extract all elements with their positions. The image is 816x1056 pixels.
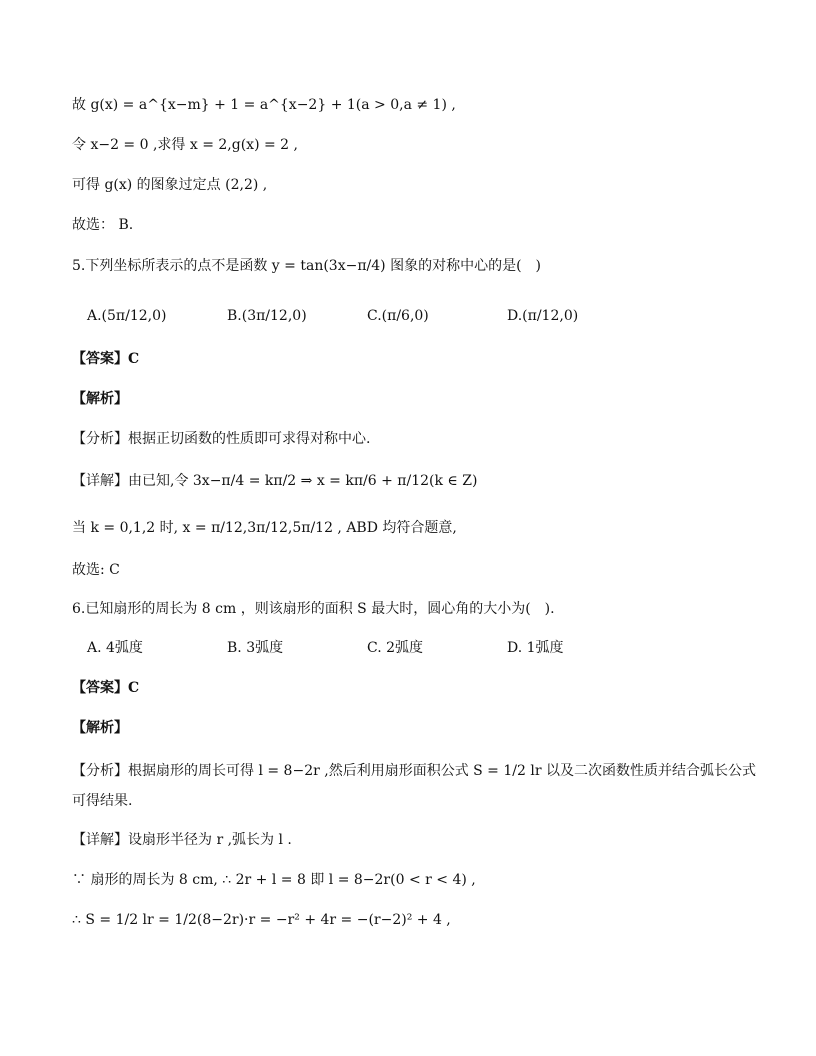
text-line — [72, 134, 298, 156]
line-2: 令 x−2 = 0 ,求得 x = 2,g(x) = 2 , — [72, 137, 298, 153]
select-text: 故选: C — [72, 562, 120, 578]
option-b: B. 3弧度 — [227, 640, 284, 656]
answer-label: 【答案】C — [72, 680, 140, 696]
line-1: 故 g(x) = a^{x−m} + 1 = a^{x−2} + 1(a > 0,a ≠ 1) , — [72, 97, 456, 113]
text-line — [72, 214, 133, 236]
detail-step-2: ∴ S = 1/2 lr = 1/2(8−2r)·r = −r² + 4r = −(r−2)² + 4 , — [72, 912, 451, 928]
option-d: D. 1弧度 — [507, 640, 564, 656]
option-b: B.(3π/12,0) — [227, 308, 307, 324]
analysis-text: 【分析】根据扇形的周长可得 l = 8−2r ,然后利用扇形面积公式 S = 1/2 lr 以及二次函数性质并结合弧长公式可得结果. — [72, 763, 756, 809]
analysis-text: 【分析】根据正切函数的性质即可求得对称中心. — [72, 431, 371, 447]
answer-label: 【答案】C — [72, 351, 140, 367]
detail-text: 【详解】由已知,令 3x−π/4 = kπ/2 ⇒ x = kπ/6 + π/12(k ∈ Z) — [72, 473, 478, 489]
detail-text-2: 当 k = 0,1,2 时, x = π/12,3π/12,5π/12 , ABD 均符合题意, — [72, 520, 457, 536]
text-line — [72, 94, 456, 116]
analysis-label: 【解析】 — [72, 720, 128, 736]
analysis-label: 【解析】 — [72, 391, 128, 407]
option-c: C.(π/6,0) — [367, 308, 429, 324]
detail-step-1: ∵ 扇形的周长为 8 cm, ∴ 2r + l = 8 即 l = 8−2r(0 < r < 4) , — [72, 872, 476, 888]
question-6-text: 6.已知扇形的周长为 8 cm ，则该扇形的面积 S 最大时，圆心角的大小为( ). — [72, 601, 555, 617]
option-d: D.(π/12,0) — [507, 308, 579, 324]
detail-text: 【详解】设扇形半径为 r ,弧长为 l . — [72, 832, 292, 848]
question-5 — [72, 255, 541, 277]
line-3: 可得 g(x) 的图象过定点 (2,2) , — [72, 177, 268, 193]
question-5-text: 5.下列坐标所表示的点不是函数 y = tan(3x−π/4) 图象的对称中心的是( ) — [72, 258, 541, 274]
option-a: A.(5π/12,0) — [87, 308, 167, 324]
question-6 — [72, 598, 555, 620]
text-line — [72, 174, 267, 196]
option-a: A. 4弧度 — [87, 640, 143, 656]
line-4: 故选： B. — [72, 217, 134, 233]
option-c: C. 2弧度 — [367, 640, 424, 656]
